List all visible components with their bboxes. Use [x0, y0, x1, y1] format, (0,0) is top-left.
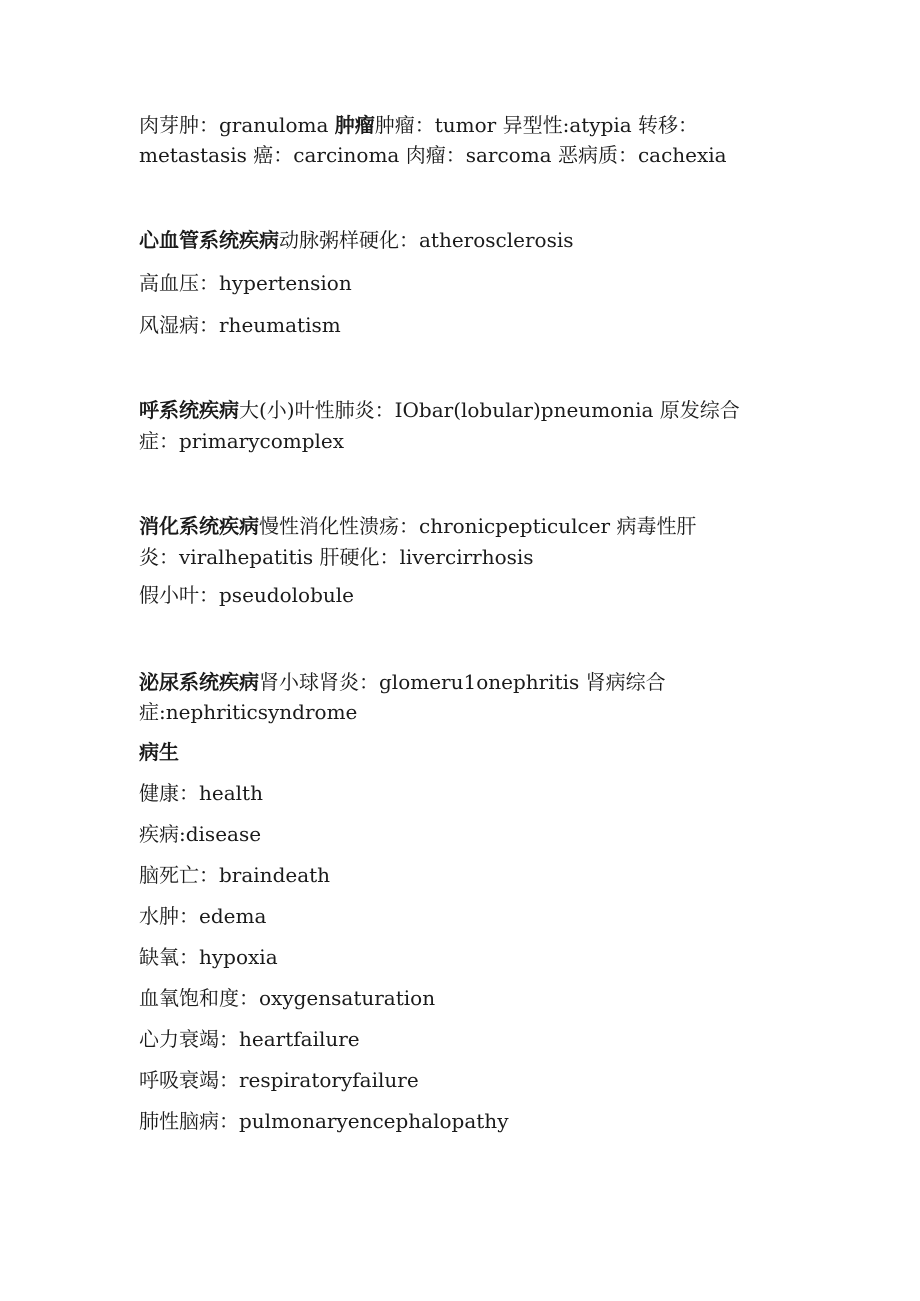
digestive-text-1: 慢性消化性溃疡：chronicpepticulcer 病毒性肝: [259, 514, 697, 538]
tumor-line-1: [139, 113, 789, 137]
term-braindeath: 脑死亡：braindeath: [139, 863, 331, 887]
urinary-text-1: 肾小球肾炎：glomeru1onephritis 肾病综合: [259, 670, 666, 694]
term-heart-failure: 心力衰竭：heartfailure: [139, 1027, 360, 1051]
digestive-line-3: 假小叶：pseudolobule: [139, 583, 354, 607]
tumor-text-a: 肉芽肿：granuloma: [139, 113, 335, 137]
cardio-text: 动脉粥样硬化：atherosclerosis: [279, 228, 574, 252]
cardio-item-rheumatism: 风湿病：rheumatism: [139, 313, 341, 337]
digestive-line-2: 炎：viralhepatitis 肝硬化：livercirrhosis: [139, 545, 534, 569]
respiratory-line-2: 症：primarycomplex: [139, 429, 345, 453]
urinary-line-1: [139, 670, 789, 694]
tumor-text-b: 肿瘤：tumor 异型性:atypia 转移：: [374, 113, 699, 137]
cardio-item-hypertension: 高血压：hypertension: [139, 271, 352, 295]
respiratory-text-1: 大(小)叶性肺炎：IObar(lobular)pneumonia 原发综合: [239, 398, 740, 422]
digestive-heading: 消化系统疾病: [139, 514, 259, 538]
respiratory-line-1: [139, 398, 789, 422]
urinary-heading: 泌尿系统疾病: [139, 670, 259, 694]
cardio-heading: 心血管系统疾病: [139, 228, 279, 252]
term-hypoxia: 缺氧：hypoxia: [139, 945, 278, 969]
digestive-line-1: [139, 514, 789, 538]
term-respiratory-failure: 呼吸衰竭：respiratoryfailure: [139, 1068, 419, 1092]
term-health: 健康：health: [139, 781, 263, 805]
term-disease: 疾病:disease: [139, 822, 262, 846]
cardio-line-1: [139, 228, 789, 252]
tumor-heading: 肿瘤: [334, 113, 375, 137]
tumor-line-2: [139, 143, 789, 167]
respiratory-heading: 呼系统疾病: [139, 398, 239, 422]
pathophysiology-heading: 病生: [139, 740, 179, 764]
term-oxygen-saturation: 血氧饱和度：oxygensaturation: [139, 986, 436, 1010]
urinary-line-2: 症:nephriticsyndrome: [139, 700, 358, 724]
term-pulmonary-encephalopathy: 肺性脑病：pulmonaryencephalopathy: [139, 1109, 509, 1133]
term-edema: 水肿：edema: [139, 904, 267, 928]
tumor-text-c: metastasis 癌：carcinoma 肉瘤：sarcoma 恶病质：cachexia: [139, 143, 727, 167]
